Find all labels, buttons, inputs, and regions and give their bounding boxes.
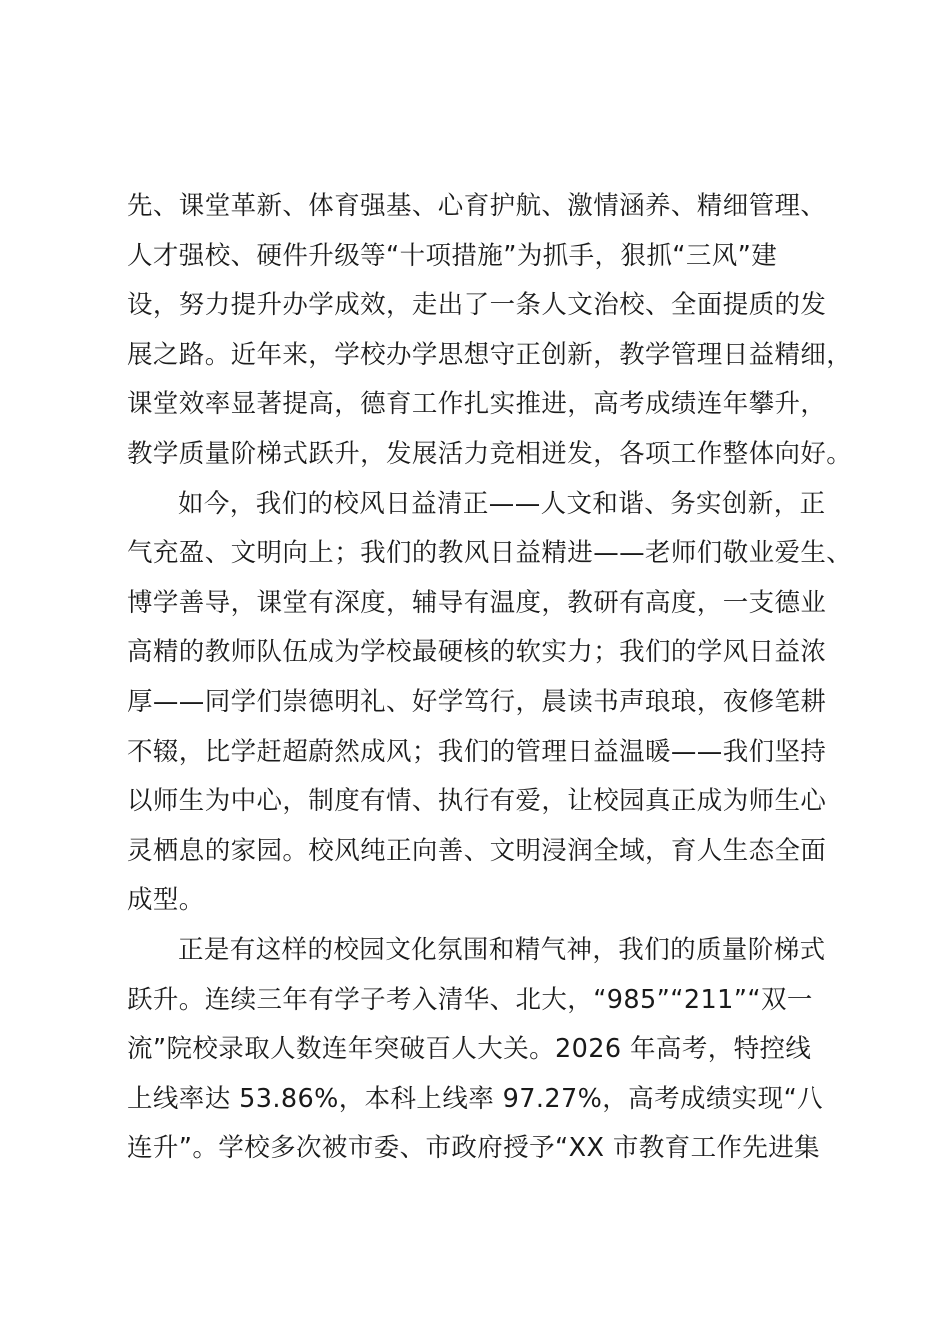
- text-line: 课堂效率显著提高，德育工作扎实推进，高考成绩连年攀升，: [127, 389, 827, 420]
- text-line: 人才强校、硬件升级等“十项措施”为抓手，狠抓“三风”建: [127, 240, 778, 271]
- text-line: 厚——同学们崇德明礼、好学笃行，晨读书声琅琅，夜修笔耕: [127, 686, 827, 717]
- text-line: 气充盈、文明向上；我们的教风日益精进——老师们敬业爱生、: [127, 538, 853, 569]
- text-line: 教学质量阶梯式跃升，发展活力竞相迸发，各项工作整体向好。: [127, 438, 853, 469]
- text-line: 成型。: [127, 885, 205, 916]
- text-line: 不辍，比学赶超蔚然成风；我们的管理日益温暖——我们坚持: [127, 736, 827, 767]
- text-line: 博学善导，课堂有深度，辅导有温度，教研有高度，一支德业: [127, 587, 827, 618]
- text-line: 如今，我们的校风日益清正——人文和谐、务实创新，正: [178, 488, 826, 519]
- text-line: 流”院校录取人数连年突破百人大关。2026 年高考，特控线: [127, 1034, 812, 1065]
- text-line: 灵栖息的家园。校风纯正向善、文明浸润全域，育人生态全面: [127, 835, 827, 866]
- paragraph: [127, 182, 867, 480]
- text-line: 先、课堂革新、体育强基、心育护航、激情涵养、精细管理、: [127, 191, 827, 221]
- document-body: [127, 182, 867, 1174]
- text-line: 展之路。近年来，学校办学思想守正创新，教学管理日益精细，: [127, 339, 853, 370]
- paragraph: [127, 926, 867, 1174]
- text-line: 以师生为中心，制度有情、执行有爱，让校园真正成为师生心: [127, 786, 827, 817]
- text-line: 高精的教师队伍成为学校最硬核的软实力；我们的学风日益浓: [127, 637, 827, 668]
- text-line: 上线率达 53.86%，本科上线率 97.27%，高考成绩实现“八: [127, 1083, 824, 1114]
- text-line: 跃升。连续三年有学子考入清华、北大，“985”“211”“双一: [127, 984, 813, 1015]
- text-line: 连升”。学校多次被市委、市政府授予“XX 市教育工作先进集: [127, 1133, 821, 1164]
- text-line: 正是有这样的校园文化氛围和精气神，我们的质量阶梯式: [178, 934, 826, 965]
- paragraph: [127, 480, 867, 926]
- text-line: 设，努力提升办学成效，走出了一条人文治校、全面提质的发: [127, 290, 827, 321]
